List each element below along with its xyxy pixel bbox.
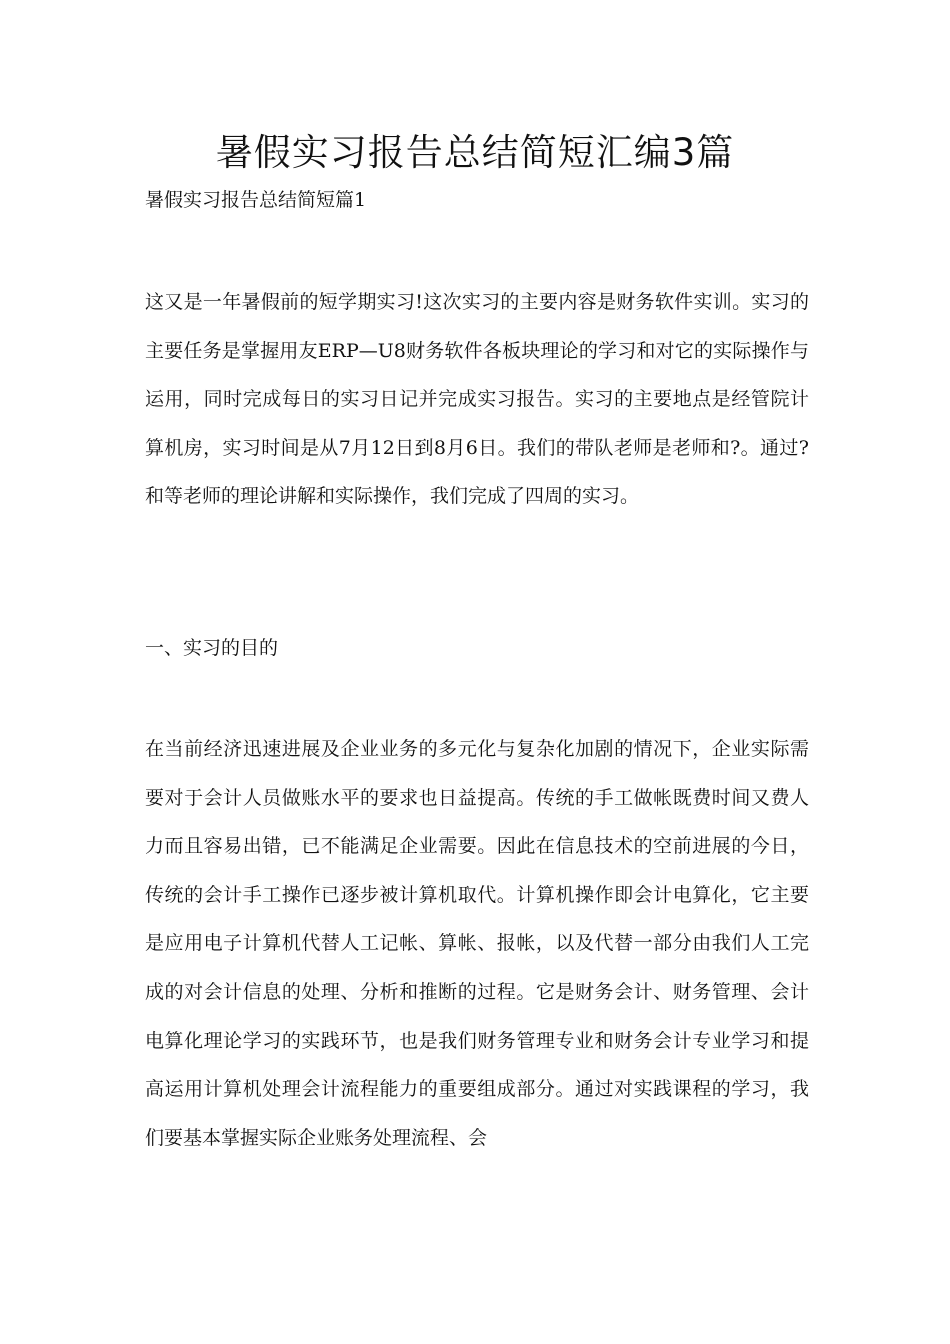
document-title: 暑假实习报告总结简短汇编3篇 <box>215 131 735 174</box>
paragraph-intro: 这又是一年暑假前的短学期实习!这次实习的主要内容是财务软件实训。实习的主要任务是掌握用友ERP—U8财务软件各板块理论的学习和对它的实际操作与运用，同时完成每日的实习日记并完成实习报告。实习的主要地点是经管院计算机房，实习时间是从7月12日到8月6日。我们的带队老师是老师和?。通过?和等老师的理论讲解和实际操作，我们完成了四周的实习。 <box>145 291 809 508</box>
document-subtitle: 暑假实习报告总结简短篇1 <box>145 189 367 211</box>
section-heading: 一、实习的目的 <box>145 637 279 659</box>
paragraph-purpose: 在当前经济迅速进展及企业业务的多元化与复杂化加剧的情况下，企业实际需要对于会计人员做账水平的要求也日益提高。传统的手工做帐既费时间又费人力而且容易出错，已不能满足企业需要。因此在信息技术的空前进展的今日，传统的会计手工操作已逐步被计算机取代。计算机操作即会计电算化，它主要是应用电子计算机代替人工记帐、算帐、报帐，以及代替一部分由我们人工完成的对会计信息的处理、分析和推断的过程。它是财务会计、财务管理、会计电算化理论学习的实践环节，也是我们财务管理专业和财务会计专业学习和提高运用计算机处理会计流程能力的重要组成部分。通过对实践课程的学习，我们要基本掌握实际企业账务处理流程、会 <box>145 738 809 1149</box>
